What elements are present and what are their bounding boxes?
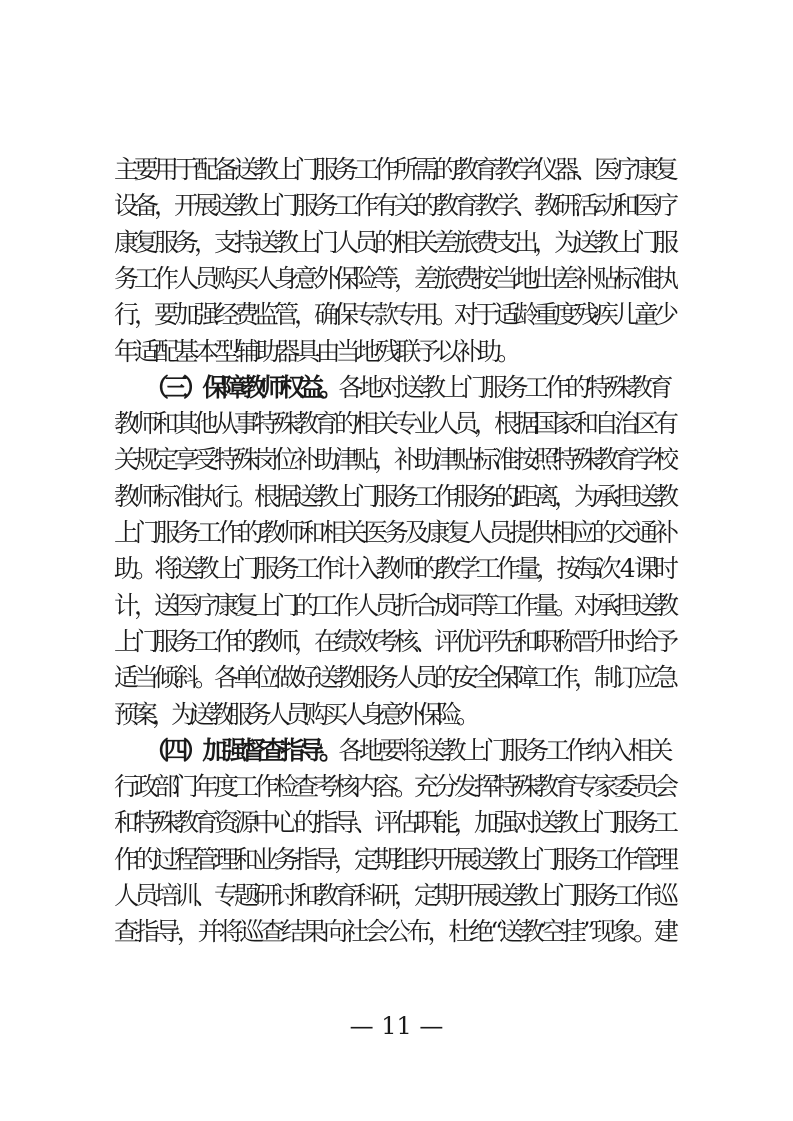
paragraph-2-line-8 bbox=[0, 622, 793, 662]
paragraph-1-line-2 bbox=[0, 186, 793, 226]
text-line: 查指导，并将巡查结果向社会公布，杜绝“送教空挂”现象。建 bbox=[114, 917, 675, 946]
paragraph-2-line-7 bbox=[0, 586, 793, 626]
text-line: 教师标准执行。根据送教上门服务工作服务的距离，为承担送教 bbox=[114, 482, 675, 511]
text-line: 关规定享受特殊岗位补助津贴，补助津贴标准按照特殊教育学校 bbox=[114, 445, 675, 474]
text-line: 上门服务工作的教师和相关医务及康复人员提供相应的交通补 bbox=[114, 518, 675, 547]
text-line: 各地要将送教上门服务工作纳入相关 bbox=[338, 736, 670, 765]
paragraph-3-line-4 bbox=[0, 840, 793, 880]
paragraph-1-line-5 bbox=[0, 295, 793, 335]
text-line: 和特殊教育资源中心的指导、评估职能，加强对送教上门服务工 bbox=[114, 808, 675, 837]
paragraph-1-line-4 bbox=[0, 259, 793, 299]
text-line: 行政部门年度工作检查考核内容。充分发挥特殊教育专家委员会 bbox=[114, 772, 675, 801]
paragraph-1-line-1 bbox=[0, 150, 793, 190]
text-line: 教师和其他从事特殊教育的相关专业人员，根据国家和自治区有 bbox=[114, 409, 675, 438]
paragraph-3-line-3 bbox=[0, 803, 793, 843]
text-line: 助。将送教上门服务工作计入教师的教学工作量，按每次 4 课时 bbox=[114, 554, 675, 583]
paragraph-1-line-6 bbox=[0, 332, 793, 372]
text-line: 务工作人员购买人身意外保险等，差旅费按当地出差补贴标准执 bbox=[114, 264, 675, 293]
text-line: 年适配基本型辅助器具由当地残联予以补助。 bbox=[114, 337, 518, 366]
page-number: — 11 — bbox=[349, 1012, 444, 1040]
paragraph-3-line-5 bbox=[0, 876, 793, 916]
text-line: 行，要加强经费监管，确保专款专用。对于适龄重度残疾儿童少 bbox=[114, 300, 675, 329]
text-line: 人员培训、专题研讨和教育科研，定期开展送教上门服务工作巡 bbox=[114, 881, 675, 910]
text-line: 预案，为送教服务人员购买人身意外保险。 bbox=[114, 700, 476, 729]
paragraph-3-line-6 bbox=[0, 912, 793, 952]
paragraph-3-line-1 bbox=[0, 731, 793, 771]
paragraph-3-line-2 bbox=[0, 767, 793, 807]
paragraph-2-line-9 bbox=[0, 658, 793, 698]
paragraph-2-line-10 bbox=[0, 695, 793, 735]
paragraph-2-line-3 bbox=[0, 440, 793, 480]
section-heading: （四）加强督查指导。 bbox=[144, 736, 339, 765]
paragraph-2-line-6 bbox=[0, 549, 793, 589]
text-line: 设备，开展送教上门服务工作有关的教育教学、教研活动和医疗 bbox=[114, 191, 675, 220]
text-line: 上门服务工作的教师，在绩效考核、评优评先和职称晋升时给予 bbox=[114, 627, 675, 656]
text-line: 作的过程管理和业务指导，定期组织开展送教上门服务工作管理 bbox=[114, 845, 675, 874]
paragraph-2-line-4 bbox=[0, 477, 793, 517]
text-line: 计，送医疗康复上门的工作人员折合成同等工作量。对承担送教 bbox=[114, 591, 675, 620]
paragraph-2-line-2 bbox=[0, 404, 793, 444]
text-line: 适当倾斜。各单位做好送教服务人员的安全保障工作，制订应急 bbox=[114, 663, 675, 692]
section-heading: （三）保障教师权益。 bbox=[144, 373, 339, 402]
text-line: 主要用于配备送教上门服务工作所需的教育教学仪器、医疗康复 bbox=[114, 155, 675, 184]
text-line: 康复服务，支持送教上门人员的相关差旅费支出，为送教上门服 bbox=[114, 228, 675, 257]
paragraph-1-line-3 bbox=[0, 223, 793, 263]
paragraph-2-line-5 bbox=[0, 513, 793, 553]
text-line: 各地对送教上门服务工作的特殊教育 bbox=[338, 373, 670, 402]
paragraph-2-line-1 bbox=[0, 368, 793, 408]
